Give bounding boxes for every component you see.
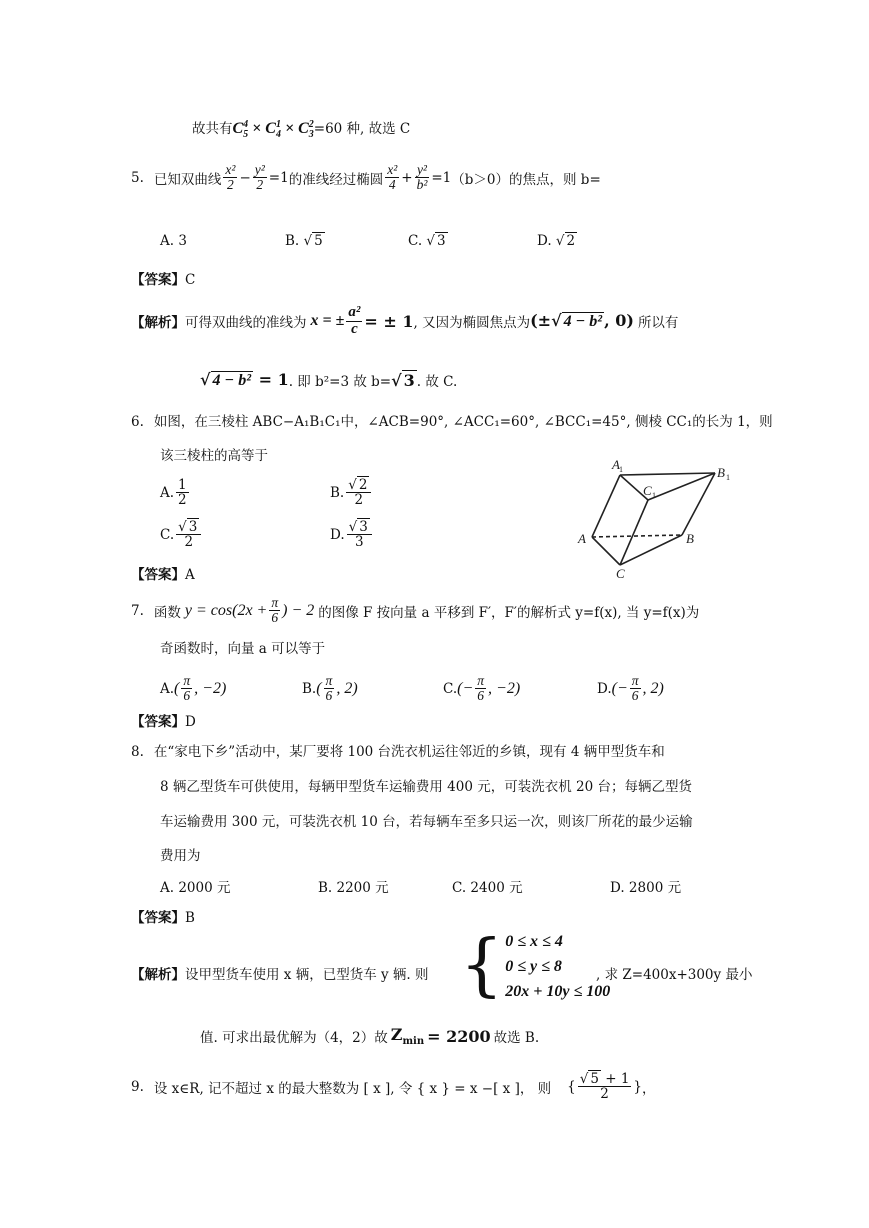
q6-line1 xyxy=(131,410,773,430)
constraint-3: 20x + 10y ≤ 100 xyxy=(505,982,611,1000)
q8-text-1: 在“家电下乡”活动中，某厂要将 100 台洗衣机运往邻近的乡镇，现有 4 辆甲型货车和 xyxy=(153,744,665,760)
analysis-c: 所以有 xyxy=(637,315,679,332)
q5-analysis: 【解析】 可得双曲线的准线为 x = ± $\frac{\text{a²}}{c}$ = ± 1 , 又因为椭圆焦点为 (±√ 4 − b² , 0) 所以有 xyxy=(131,304,679,337)
q6-text: 如图，在三棱柱 ABC−A₁B₁C₁中，∠ACB=90°, ∠ACC₁=60°, ∠BCC₁=45°, 侧棱 CC₁的长为 1，则 xyxy=(153,414,773,430)
q5-stem-b: 的准线经过椭圆 xyxy=(288,171,384,188)
combination-formula: $C_5^4 \times C_4^1 \times C_3^2$ xyxy=(232,118,314,141)
answer-tag: 【答案】 xyxy=(131,272,185,288)
answer-value: C xyxy=(185,272,196,288)
q5-option-d: D. √ 2 xyxy=(537,233,576,249)
intro-mid: =60 种, 故选 C xyxy=(313,121,411,137)
question-number: 9. xyxy=(131,1078,144,1095)
value: 3 xyxy=(437,233,446,249)
q5-option-c: C. √ 3 xyxy=(408,233,446,249)
analysis-tag: 【解析】 xyxy=(131,967,185,983)
label-c1: C xyxy=(643,483,652,498)
analysis-d: . 即 b²=3 故 b= xyxy=(288,374,392,390)
q8-answer xyxy=(131,906,195,926)
q8-line3: 车运输费用 300 元，可装洗衣机 10 台，若每辆车至多只运一次，则该厂所花的最少运输 xyxy=(160,814,693,830)
q8-option-a: A. 2000 元 xyxy=(160,880,231,896)
value: 5 xyxy=(314,233,323,249)
answer-value: A xyxy=(185,567,195,583)
label: A. xyxy=(160,484,175,501)
q7-answer xyxy=(131,710,196,730)
label: C. xyxy=(160,526,175,543)
q7-line1: 7. 函数 y = cos(2x + $\frac{\pi}{6}$ ) − 2 的图像 F 按向量 a 平移到 F′，F′的解析式 y=f(x), 当 y=f(x)为 xyxy=(131,595,700,626)
q8-option-d: D. 2800 元 xyxy=(610,880,682,896)
label: D. xyxy=(597,680,612,697)
label-a1: A xyxy=(612,457,620,472)
ellipse-x-term: $\frac{\text{x²}}{4}$ xyxy=(387,162,398,193)
label-a: A xyxy=(578,531,586,546)
answer-value: D xyxy=(185,714,196,730)
q7-line2: 奇函数时，向量 a 可以等于 xyxy=(160,641,326,657)
q8-option-c: C. 2400 元 xyxy=(452,880,523,896)
hyperbola-x-term: $\frac{\text{x²}}{2}$ xyxy=(225,162,236,193)
answer-tag: 【答案】 xyxy=(131,910,185,926)
analysis-tag: 【解析】 xyxy=(131,315,185,332)
q9-end: ， xyxy=(642,1080,656,1097)
q6-option-d: D. $\frac{√ 3}{3}$ xyxy=(330,520,374,549)
label: B. xyxy=(285,233,300,249)
label-c: C xyxy=(616,566,625,580)
q5-option-a: A. 3 xyxy=(160,233,187,249)
question-number: 8. xyxy=(131,744,144,760)
q6-answer xyxy=(131,563,195,583)
question-number: 6. xyxy=(131,414,144,430)
intro-line xyxy=(192,117,410,140)
answer-value: B xyxy=(185,910,195,926)
zmin-value: = 2200 xyxy=(427,1026,491,1046)
q7-option-a: A. ( $\frac{\pi}{6}$ , −2) xyxy=(160,673,227,704)
question-number: 5. xyxy=(131,169,144,186)
constraint-2: 0 ≤ y ≤ 8 xyxy=(505,957,562,975)
q5-stem-a: 已知双曲线 xyxy=(153,171,222,188)
analysis-e: . 故 C. xyxy=(416,374,458,390)
analysis-a: 可得双曲线的准线为 xyxy=(185,315,307,332)
label: B. xyxy=(302,680,317,697)
q6-option-a: A. $\frac{1}{2}$ xyxy=(160,477,187,509)
analysis-a: 设甲型货车使用 x 辆，已型货车 y 辆. 则 xyxy=(185,967,429,983)
analysis-b: , 又因为椭圆焦点为 xyxy=(413,315,531,332)
label: C. xyxy=(443,680,458,697)
analysis-d: 故选 B. xyxy=(493,1030,540,1047)
svg-text:1: 1 xyxy=(726,473,730,482)
q7-stem-a: 函数 xyxy=(153,604,181,621)
q5-analysis-2: √ 4 − b² = 1 . 即 b²=3 故 b= √ 3 . 故 C. xyxy=(200,370,458,390)
q8-option-b: B. 2200 元 xyxy=(318,880,389,896)
q7-stem-b: 的图像 F 按向量 a 平移到 F′，F′的解析式 y=f(x), 当 y=f(x)为 xyxy=(318,604,700,621)
value: 2 xyxy=(566,233,576,249)
label: C. xyxy=(408,233,423,249)
prism-figure xyxy=(570,455,740,580)
label-b1: B xyxy=(717,465,725,480)
q8-line4: 费用为 xyxy=(160,848,201,864)
q6-line2: 该三棱柱的高等于 xyxy=(160,448,268,464)
q5-stem-c: （b＞0）的焦点，则 b= xyxy=(451,171,601,188)
answer-tag: 【答案】 xyxy=(131,567,185,583)
q5-stem: 5. 已知双曲线 $\frac{\text{x²}}{2}$ − $\frac{\text{y²}}{2}$ =1 的准线经过椭圆 $\frac{\text{x²}}{4}$ + $\frac{\text{y²}}{\text{b²}}$ =1 （b＞0）的焦点，则 b= xyxy=(131,162,601,193)
svg-text:1: 1 xyxy=(619,465,623,474)
intro-pre: 故共有 xyxy=(192,121,233,137)
hyperbola-y-term: $\frac{\text{y²}}{2}$ xyxy=(254,162,265,193)
ellipse-y-term: $\frac{\text{y²}}{\text{b²}}$ xyxy=(416,162,428,193)
q7-option-d: D. (− $\frac{\pi}{6}$ , 2) xyxy=(597,673,664,704)
q8-analysis xyxy=(131,963,429,983)
q9-stem: 设 x∈R, 记不超过 x 的最大整数为 [ x ], 令 { x } = x −[ x ]， 则 xyxy=(153,1080,552,1097)
q5-option-b: B. √ 5 xyxy=(285,233,323,249)
label: D. xyxy=(537,233,552,249)
q7-option-c: C. (− $\frac{\pi}{6}$ , −2) xyxy=(443,673,521,704)
label: D. xyxy=(330,526,345,543)
q9-line1: 9. 设 x∈R, 记不超过 x 的最大整数为 [ x ], 令 { x } = x −[ x ]， 则 { $\frac{√ 5 + 1}{2}$ } ， xyxy=(131,1071,656,1103)
question-number: 7. xyxy=(131,602,144,619)
q6-option-c: C. $\frac{√ 3}{2}$ xyxy=(160,520,203,549)
q8-analysis-2: 值. 可求出最优解为（4，2）故 $Z_{min}$ = 2200 故选 B. xyxy=(200,1025,540,1048)
label: A. xyxy=(160,680,175,697)
label: B. xyxy=(330,484,345,501)
constraint-1: 0 ≤ x ≤ 4 xyxy=(505,932,563,950)
svg-text:1: 1 xyxy=(652,491,656,500)
analysis-c: 值. 可求出最优解为（4，2）故 xyxy=(200,1030,388,1047)
q6-option-b: B. $\frac{√ 2}{2}$ xyxy=(330,478,373,507)
q8-line2: 8 辆乙型货车可供使用，每辆甲型货车运输费用 400 元，可装洗衣机 20 台；每辆乙型货 xyxy=(160,779,692,795)
q7-option-b: B. ( $\frac{\pi}{6}$ , 2) xyxy=(302,673,358,704)
q8-analysis-b: , 求 Z=400x+300y 最小 xyxy=(596,967,753,983)
label-b: B xyxy=(686,531,694,546)
q5-answer xyxy=(131,268,195,288)
q8-line1 xyxy=(131,740,665,760)
constraint-system: { 0 ≤ x ≤ 4 0 ≤ y ≤ 8 20x + 10y ≤ 100 xyxy=(460,926,611,1005)
answer-tag: 【答案】 xyxy=(131,714,185,730)
